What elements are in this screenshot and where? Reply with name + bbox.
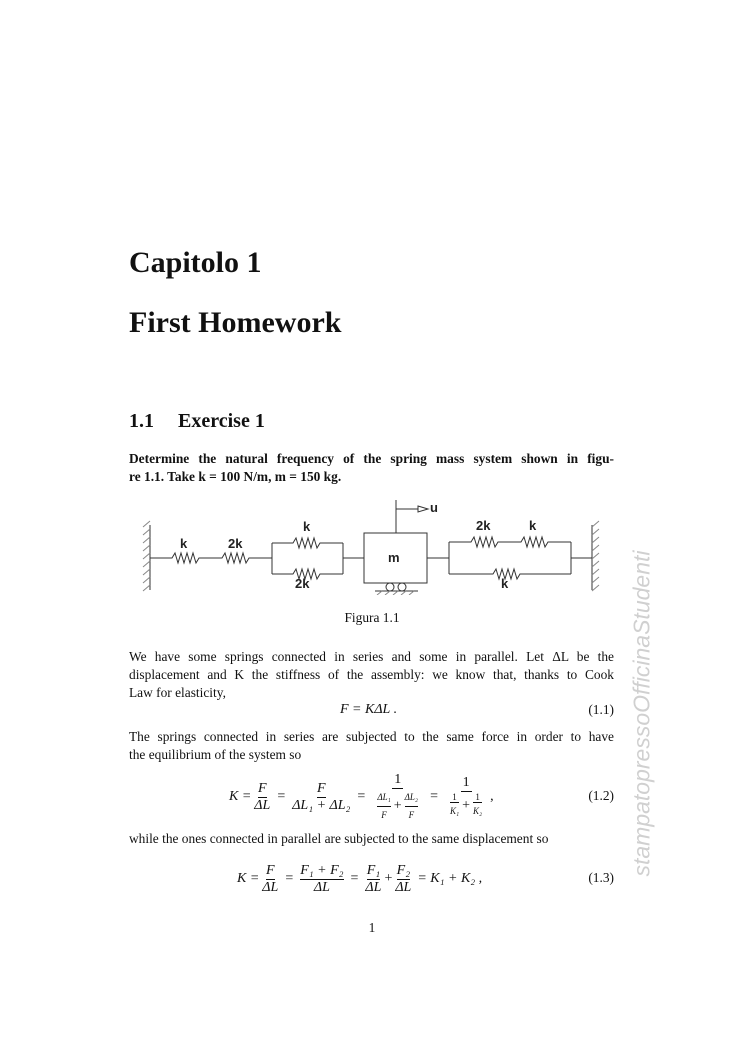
- paragraph-1: [129, 648, 614, 702]
- chapter-title: First Homework: [129, 306, 342, 339]
- figure-caption: Figura 1.1: [344, 610, 400, 625]
- comma: ,: [490, 789, 494, 804]
- numerator: F: [317, 780, 326, 796]
- label-parallel-k: k: [303, 519, 311, 534]
- plus: +: [393, 798, 402, 814]
- section-number: 1.1: [129, 410, 154, 432]
- eq-rhs: = K₁ + K₂ ,: [417, 871, 483, 886]
- denominator: ΔL₁ + ΔL₂: [292, 797, 351, 813]
- denominator: ΔL: [395, 879, 412, 895]
- numerator: F₂: [396, 862, 411, 878]
- label-right-2k: 2k: [476, 518, 491, 533]
- equation-1-2: [129, 772, 614, 822]
- label-k: k: [180, 536, 188, 551]
- denominator: F: [381, 809, 387, 820]
- numerator: 1: [452, 792, 457, 802]
- plus: +: [384, 871, 393, 886]
- chapter-label: Capitolo 1: [129, 246, 262, 279]
- section-title: Exercise 1: [178, 410, 265, 432]
- text-line: Determine the natural frequency of the spring mass system shown in figu-: [129, 451, 614, 466]
- label-right-bottom-k: k: [501, 576, 509, 591]
- eq-lhs: K =: [237, 871, 260, 886]
- denominator: ΔL: [313, 879, 330, 895]
- text-line: the equilibrium of the system so: [129, 747, 302, 762]
- watermark: stampatopressoOfficinaStudenti: [628, 550, 655, 877]
- numerator: 1: [475, 792, 480, 802]
- denominator: K₁: [449, 806, 460, 816]
- text-line: The springs connected in series are subjected to the same force in order to have: [129, 729, 614, 744]
- page-number: 1: [368, 920, 376, 935]
- label-right-k: k: [529, 518, 537, 533]
- arrow-u: [418, 506, 428, 512]
- label-parallel-2k: 2k: [295, 576, 310, 591]
- text-line: re 1.1. Take k = 100 N/m, m = 150 kg.: [129, 469, 342, 484]
- numerator: F₁ + F₂: [300, 862, 344, 878]
- equation-number: (1.3): [588, 870, 614, 885]
- denominator: ΔL: [262, 879, 279, 895]
- denominator: ΔL: [365, 879, 382, 895]
- text-line: Law for elasticity,: [129, 685, 226, 700]
- label-u: u: [430, 500, 438, 515]
- equation-body: F = KΔL .: [340, 702, 398, 717]
- paragraph-3: while the ones connected in parallel are subjected to the same displacement so: [129, 831, 549, 846]
- label-2k: 2k: [228, 536, 243, 551]
- equals: =: [285, 871, 294, 886]
- numerator: ΔL₁: [377, 789, 390, 807]
- numerator: 1: [462, 775, 470, 790]
- numerator: 1: [394, 771, 402, 787]
- numerator: F: [258, 780, 267, 796]
- spring-mass-figure: [140, 495, 610, 595]
- spring-parallel-top: [272, 538, 343, 548]
- label-mass: m: [388, 550, 400, 565]
- series-springs: [150, 553, 272, 563]
- paragraph-2: [129, 728, 614, 764]
- equation-number: (1.2): [588, 788, 614, 803]
- equation-1-3: [129, 856, 614, 906]
- denominator: K₂: [473, 806, 483, 816]
- eq-lhs: K =: [229, 789, 252, 804]
- plus: +: [462, 798, 471, 814]
- numerator: F₁: [366, 862, 381, 878]
- numerator: F: [266, 862, 275, 878]
- numerator: ΔL₂: [405, 789, 418, 807]
- equation-number: (1.1): [588, 702, 614, 717]
- denominator: F: [408, 809, 415, 820]
- denominator: ΔL: [254, 797, 271, 813]
- section-heading: [129, 410, 265, 433]
- text-line: displacement and K the stiffness of the assembly: we know that, thanks to Cook: [129, 667, 614, 682]
- equals: =: [350, 871, 359, 886]
- text-line: We have some springs connected in series and some in parallel. Let ΔL be the: [129, 649, 614, 664]
- problem-statement: [129, 450, 614, 486]
- equation-1-1: [129, 702, 614, 722]
- equals: =: [277, 789, 286, 804]
- equals: =: [430, 789, 438, 804]
- equals: =: [357, 789, 366, 804]
